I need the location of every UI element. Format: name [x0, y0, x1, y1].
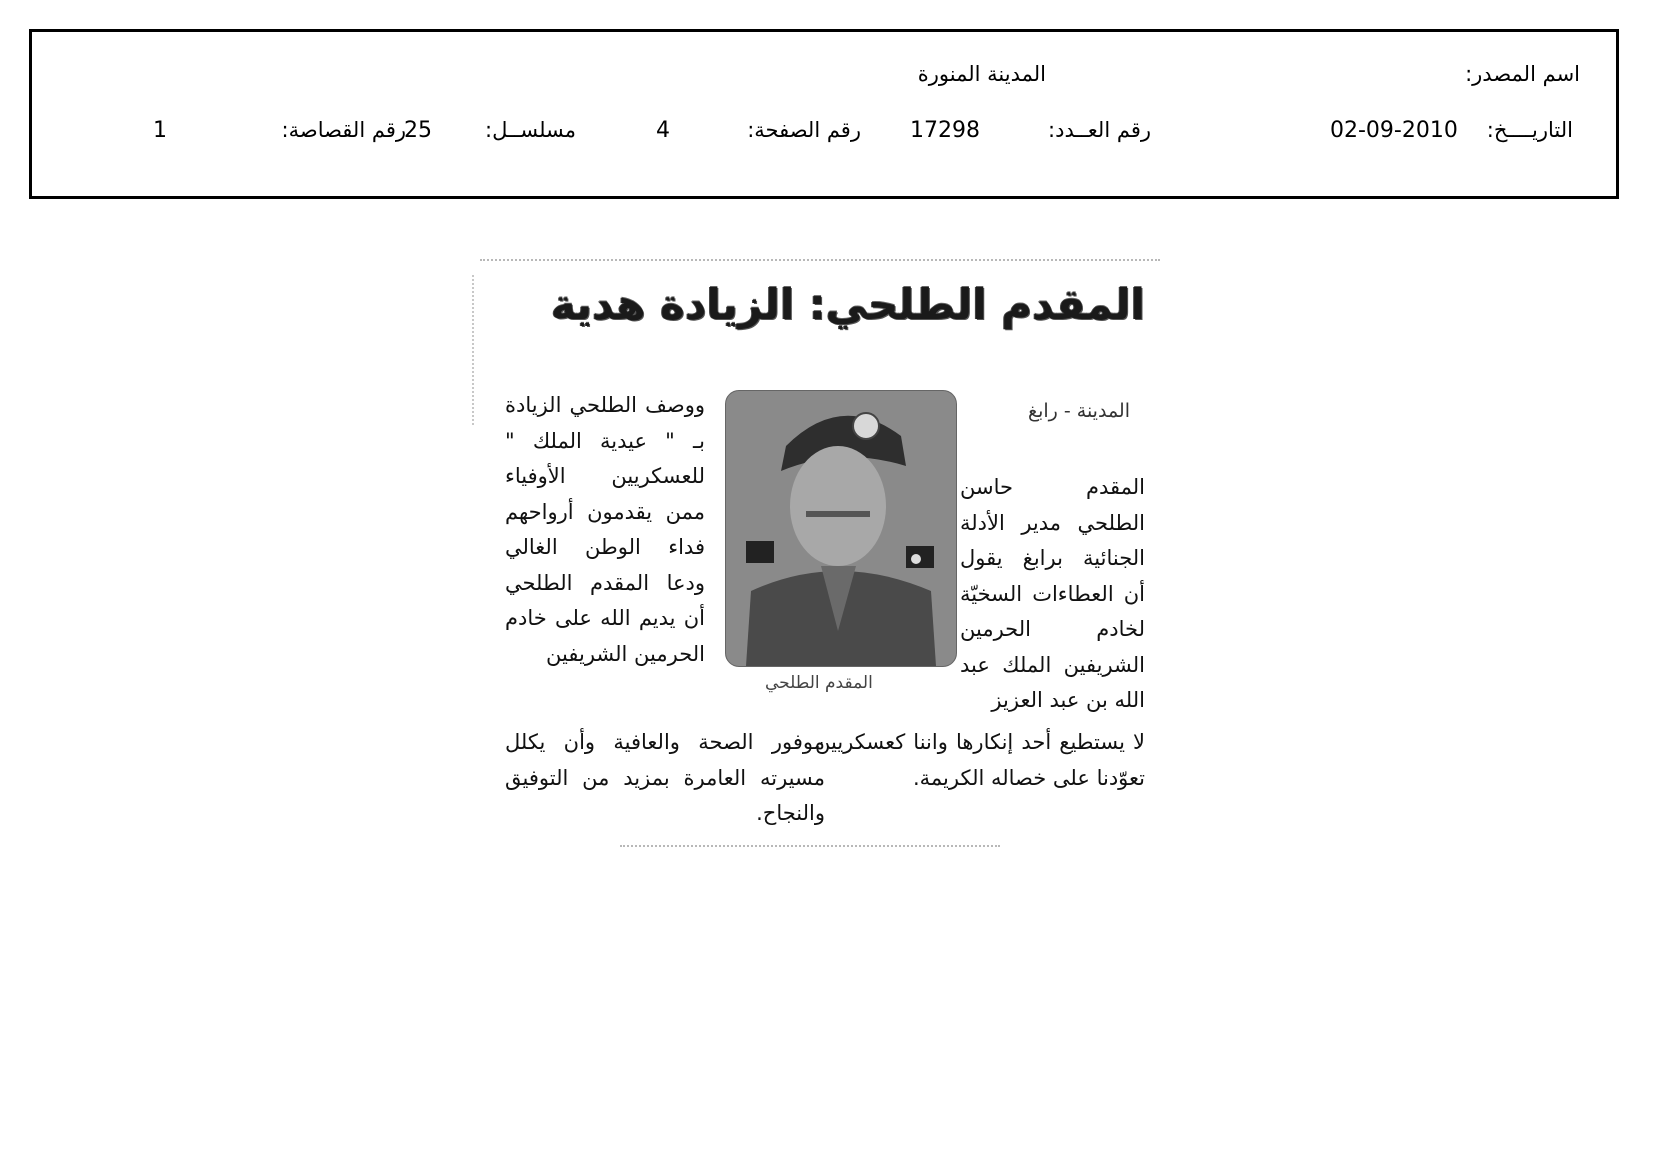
- clip-edge: [620, 845, 1000, 847]
- clip-edge: [472, 275, 474, 425]
- date-label: التاريــــخ:: [1486, 118, 1573, 142]
- article-left-column: ووصف الطلحي الزيادة بـ " عيدية الملك " للعسكريين الأوفياء ممن يقدمون أرواحهم فداء الوطن الغالي ودعا المقدم الطلحي أن يديم الله على خادم الحرمين الشريفين: [505, 393, 705, 666]
- page-label: رقم الصفحة:: [747, 118, 861, 142]
- article-right-bottom: لا يستطيع أحد إنكارها واننا كعسكريين تعوّدنا على خصاله الكريمة.: [815, 730, 1145, 790]
- source-label: اسم المصدر:: [1465, 62, 1580, 86]
- article-dateline: المدينة - رابغ: [1027, 400, 1130, 422]
- clipping-info-box: [29, 29, 1619, 199]
- photo-caption: المقدم الطلحي: [765, 673, 873, 693]
- article-right-column: المقدم حاسن الطلحي مدير الأدلة الجنائية برابغ يقول أن العطاءات السخيّة لخادم الحرمين الشريفين الملك عبد الله بن عبد العزيز: [960, 475, 1145, 712]
- newspaper-clipping: [470, 255, 1190, 855]
- clip-label: رقم القصاصة:: [281, 118, 406, 142]
- article-left-bottom: موفور الصحة والعافية وأن يكلل مسيرته العامرة بمزيد من التوفيق والنجاح.: [505, 730, 825, 825]
- clip-edge: [480, 259, 1160, 261]
- source-value: المدينة المنورة: [917, 62, 1046, 86]
- date-value: 02-09-2010: [1330, 118, 1458, 143]
- article-headline: المقدم الطلحي: الزيادة هدية: [550, 280, 1145, 329]
- officer-photo: [725, 390, 957, 667]
- serial-label: مسلســل:: [485, 118, 576, 142]
- clip-value: 1: [153, 118, 167, 143]
- serial-value: 25: [404, 118, 432, 143]
- issue-value: 17298: [910, 118, 980, 143]
- page-value: 4: [656, 118, 670, 143]
- officer-portrait-image: [726, 391, 956, 666]
- issue-label: رقم العــدد:: [1048, 118, 1151, 142]
